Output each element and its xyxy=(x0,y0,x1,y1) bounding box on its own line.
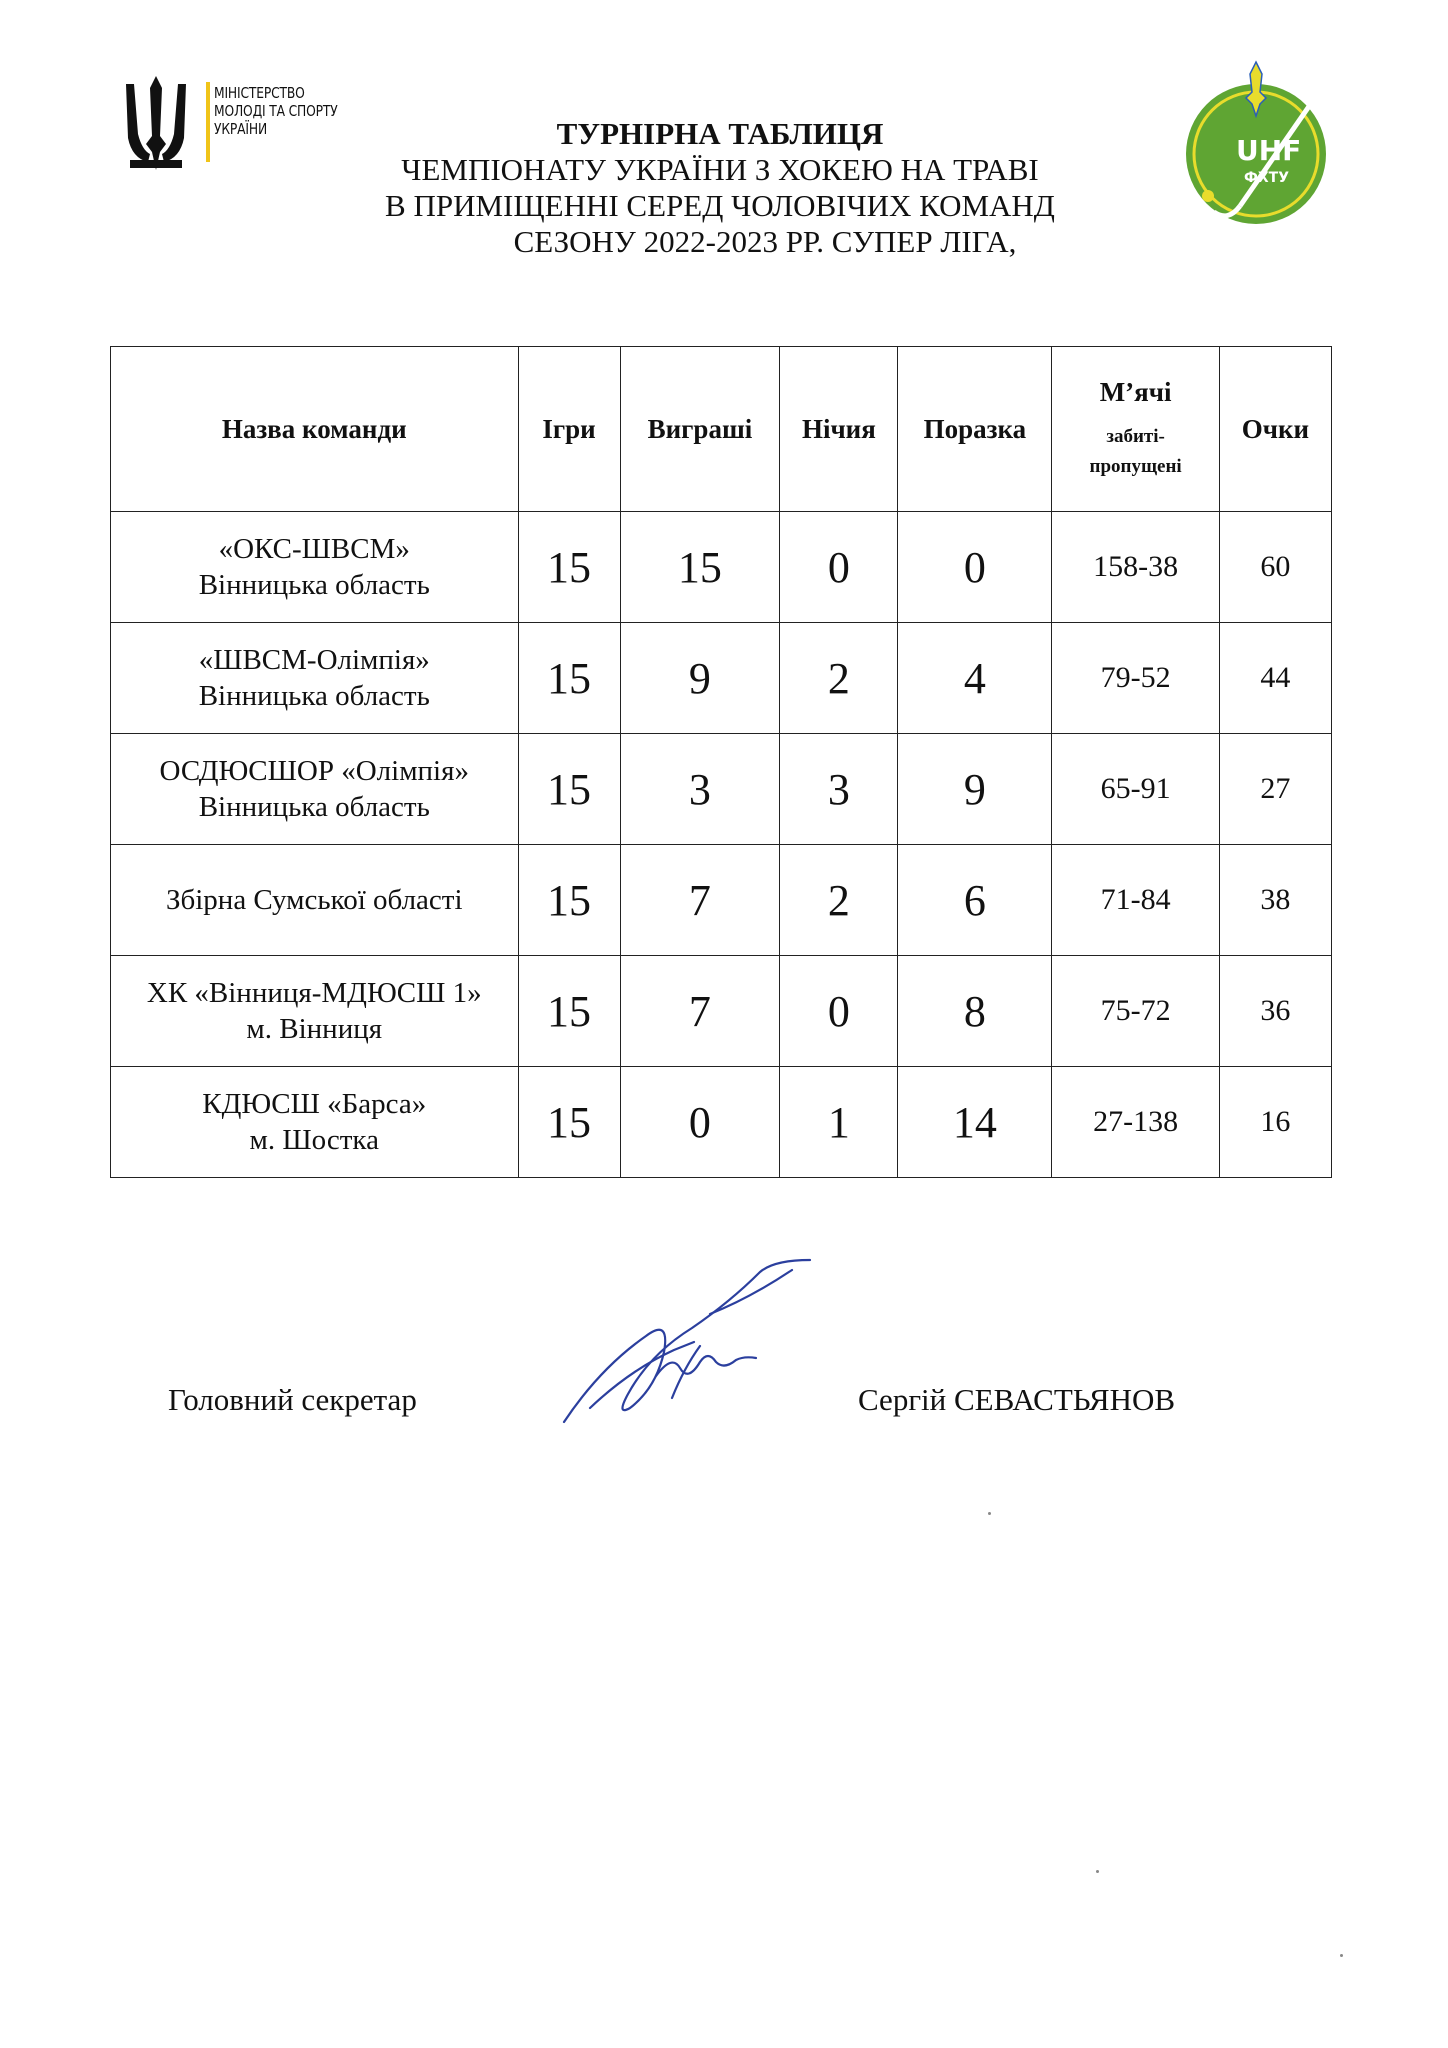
team-region: Вінницька область xyxy=(198,569,430,601)
title-line-3: СЕЗОНУ 2022-2023 РР. СУПЕР ЛІГА, xyxy=(513,224,1017,259)
wins-cell: 7 xyxy=(620,956,780,1067)
ministry-line-3: УКРАЇНИ xyxy=(214,120,267,138)
losses-cell: 8 xyxy=(898,956,1052,1067)
balls-cell: 71-84 xyxy=(1052,845,1219,956)
games-cell: 15 xyxy=(518,623,620,734)
team-name: КДЮСШ «Барса» xyxy=(202,1088,427,1120)
header-games: Ігри xyxy=(518,347,620,512)
scan-speck xyxy=(1340,1954,1343,1957)
team-region: м. Вінниця xyxy=(246,1013,383,1045)
header-balls-sub-2: пропущені xyxy=(1089,455,1182,477)
signatory-role: Головний секретар xyxy=(168,1382,417,1417)
team-name: ОСДЮСШОР «Олімпія» xyxy=(159,755,469,787)
points-cell: 16 xyxy=(1219,1067,1331,1178)
team-cell xyxy=(111,845,519,956)
games-cell: 15 xyxy=(518,956,620,1067)
draws-cell: 2 xyxy=(780,845,898,956)
title-main: ТУРНІРНА ТАБЛИЦЯ xyxy=(556,116,884,151)
points-cell: 44 xyxy=(1219,623,1331,734)
points-cell: 38 xyxy=(1219,845,1331,956)
games-cell: 15 xyxy=(518,845,620,956)
table-header-row xyxy=(111,347,1332,512)
table-row xyxy=(111,956,1332,1067)
scan-speck xyxy=(988,1512,991,1515)
header-points: Очки xyxy=(1219,347,1331,512)
signatory-name: Сергій СЕВАСТЬЯНОВ xyxy=(858,1382,1176,1417)
points-cell: 27 xyxy=(1219,734,1331,845)
team-cell xyxy=(111,1067,519,1178)
games-cell: 15 xyxy=(518,734,620,845)
ministry-line-2: МОЛОДІ ТА СПОРТУ xyxy=(214,102,338,120)
table-row xyxy=(111,734,1332,845)
team-cell xyxy=(111,512,519,623)
balls-cell: 75-72 xyxy=(1052,956,1219,1067)
signature-icon xyxy=(560,1258,830,1428)
team-region: м. Шостка xyxy=(249,1124,379,1156)
balls-cell: 158-38 xyxy=(1052,512,1219,623)
table-row xyxy=(111,1067,1332,1178)
team-region: Вінницька область xyxy=(198,791,430,823)
trident-icon xyxy=(120,74,192,174)
table-row xyxy=(111,512,1332,623)
wins-cell: 3 xyxy=(620,734,780,845)
team-name: «ШВСМ-Олімпія» xyxy=(198,644,430,676)
ministry-accent-bar xyxy=(206,82,210,162)
header-losses: Поразка xyxy=(898,347,1052,512)
losses-cell: 6 xyxy=(898,845,1052,956)
wins-cell: 9 xyxy=(620,623,780,734)
uhf-logo-text: UHF xyxy=(1236,134,1302,167)
team-name: Збірна Сумської області xyxy=(165,884,463,916)
points-cell: 36 xyxy=(1219,956,1331,1067)
uhf-federation-logo-icon xyxy=(1180,56,1340,236)
games-cell: 15 xyxy=(518,1067,620,1178)
title-line-2: В ПРИМІЩЕННІ СЕРЕД ЧОЛОВІЧИХ КОМАНД xyxy=(385,188,1055,223)
losses-cell: 0 xyxy=(898,512,1052,623)
losses-cell: 4 xyxy=(898,623,1052,734)
games-cell: 15 xyxy=(518,512,620,623)
uhf-logo-subtext: ФХТУ xyxy=(1244,170,1290,186)
title-line-1: ЧЕМПІОНАТУ УКРАЇНИ З ХОКЕЮ НА ТРАВІ xyxy=(401,152,1039,187)
team-cell xyxy=(111,734,519,845)
wins-cell: 15 xyxy=(620,512,780,623)
header-balls-sub-1: забиті- xyxy=(1106,425,1165,447)
wins-cell: 7 xyxy=(620,845,780,956)
scan-speck xyxy=(1096,1870,1099,1873)
losses-cell: 9 xyxy=(898,734,1052,845)
standings-table xyxy=(110,346,1332,1178)
points-cell: 60 xyxy=(1219,512,1331,623)
team-name: ХК «Вінниця-МДЮСШ 1» xyxy=(146,977,482,1009)
balls-cell: 27-138 xyxy=(1052,1067,1219,1178)
header-balls-title: М’ячі xyxy=(1099,376,1172,407)
header-draws: Нічия xyxy=(780,347,898,512)
table-row xyxy=(111,845,1332,956)
team-name: «ОКС-ШВСМ» xyxy=(218,533,410,565)
document-title xyxy=(330,116,1110,260)
table-row xyxy=(111,623,1332,734)
header-team: Назва команди xyxy=(111,347,519,512)
balls-cell: 79-52 xyxy=(1052,623,1219,734)
header-balls xyxy=(1052,347,1219,512)
draws-cell: 3 xyxy=(780,734,898,845)
draws-cell: 0 xyxy=(780,956,898,1067)
draws-cell: 1 xyxy=(780,1067,898,1178)
draws-cell: 2 xyxy=(780,623,898,734)
draws-cell: 0 xyxy=(780,512,898,623)
wins-cell: 0 xyxy=(620,1067,780,1178)
header-wins: Виграші xyxy=(620,347,780,512)
team-region: Вінницька область xyxy=(198,680,430,712)
team-cell xyxy=(111,956,519,1067)
balls-cell: 65-91 xyxy=(1052,734,1219,845)
team-cell xyxy=(111,623,519,734)
losses-cell: 14 xyxy=(898,1067,1052,1178)
ministry-line-1: МІНІСТЕРСТВО xyxy=(214,84,305,102)
